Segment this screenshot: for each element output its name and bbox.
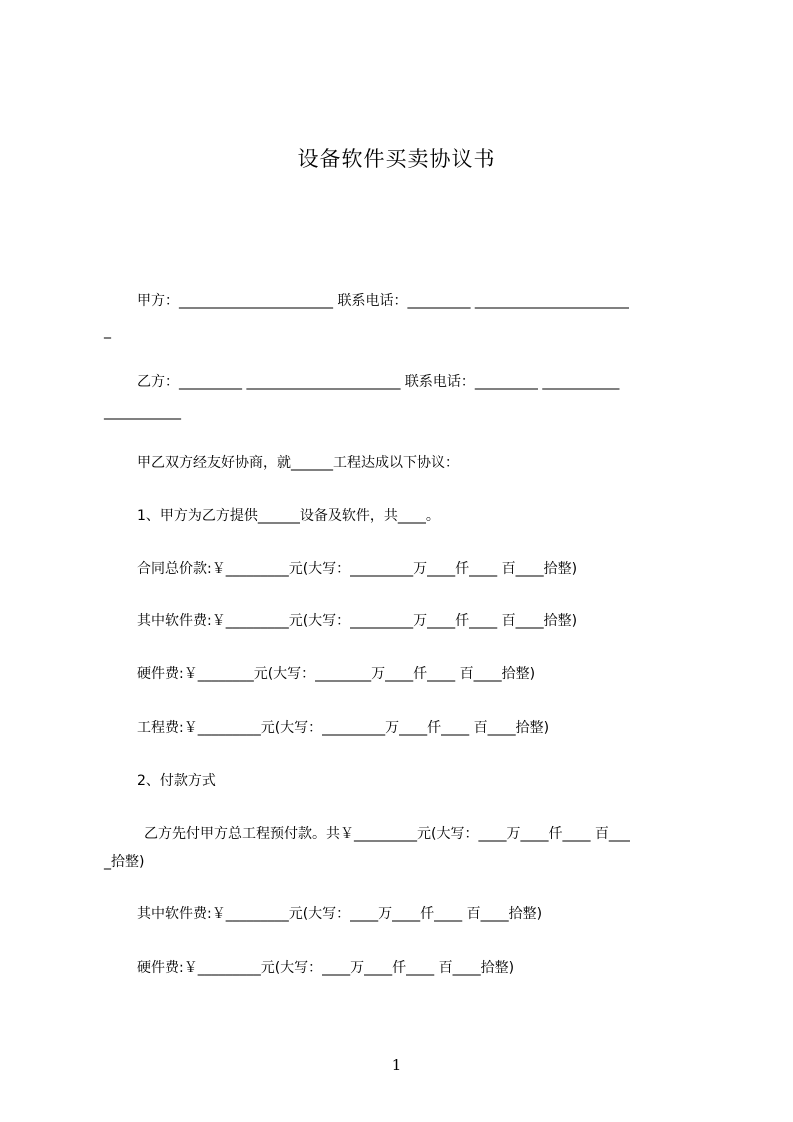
advance-payment-line-continuation: _拾整): [104, 854, 145, 870]
page-number: 1: [391, 1056, 402, 1074]
advance-hardware-fee-line: 硬件费:￥_________元(大写：____万____仟____ 百____拾整): [137, 960, 515, 976]
hardware-fee-line: 硬件费:￥________元(大写：________万____仟____ 百____拾整): [137, 666, 536, 682]
party-b-line-continuation: ___________: [104, 404, 181, 420]
party-a-line: 甲方：______________________ 联系电话：_________ ______________________: [137, 293, 629, 309]
party-b-line: 乙方：_________ ______________________ 联系电话：_________ ___________: [137, 374, 620, 390]
advance-payment-line: 乙方先付甲方总工程预付款。共￥_________元(大写：____万____仟____ 百___: [144, 826, 630, 842]
party-a-line-continuation: _: [104, 323, 111, 339]
engineering-fee-line: 工程费:￥_________元(大写：_________万____仟____ 百____拾整): [137, 720, 550, 736]
clause-2-heading: 2、付款方式: [137, 773, 216, 789]
software-fee-line: 其中软件费:￥_________元(大写：_________万____仟____ 百____拾整): [137, 613, 578, 629]
advance-software-fee-line: 其中软件费:￥_________元(大写：____万____仟____ 百____拾整): [137, 906, 543, 922]
clause-1: 1、甲方为乙方提供______设备及软件，共____。: [137, 508, 440, 524]
document-title: 设备软件买卖协议书: [297, 147, 496, 171]
agreement-intro: 甲乙双方经友好协商，就______工程达成以下协议：: [137, 455, 459, 471]
total-price-line: 合同总价款:￥_________元(大写：_________万____仟____ 百____拾整): [137, 561, 578, 577]
